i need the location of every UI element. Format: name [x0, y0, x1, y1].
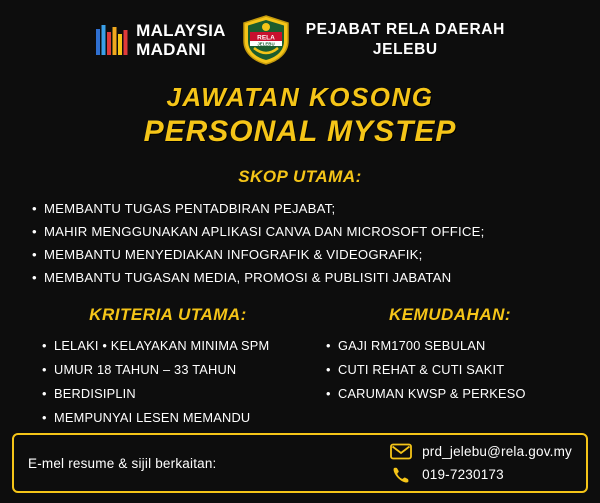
svg-text:JELEBU: JELEBU: [257, 41, 275, 47]
kemudahan-heading: KEMUDAHAN:: [388, 305, 512, 324]
list-item: • CARUMAN KWSP & PERKESO: [326, 382, 588, 406]
poster-header: [0, 0, 600, 72]
list-item: • UMUR 18 TAHUN – 33 TAHUN: [42, 358, 306, 382]
malaysia-madani-logo: [95, 22, 226, 58]
email-address: prd_jelebu@rela.gov.my: [422, 444, 572, 459]
list-item: • CUTI REHAT & CUTI SAKIT: [326, 358, 588, 382]
madani-line-1: MALAYSIA: [136, 21, 226, 40]
department-title: [306, 20, 505, 60]
kriteria-utama-list: [30, 334, 306, 430]
poster-title-line-2: PERSONAL MYSTEP: [143, 115, 457, 148]
skop-utama-list: [0, 197, 600, 289]
kemudahan-list: [312, 334, 588, 406]
skop-utama-heading: SKOP UTAMA:: [238, 167, 362, 186]
list-item: • MEMBANTU TUGAS PENTADBIRAN PEJABAT;: [32, 197, 600, 220]
kriteria-utama-section: [12, 305, 306, 430]
envelope-icon: [390, 443, 412, 460]
criteria-benefits-columns: [0, 305, 600, 430]
phone-number: 019-7230173: [422, 467, 504, 482]
malaysia-madani-wordmark: [136, 22, 226, 58]
malaysia-madani-logo-icon: [95, 22, 129, 58]
list-item: • MEMBANTU MENYEDIAKAN INFOGRAFIK & VIDEOGRAFIK;: [32, 243, 600, 266]
contact-list: [390, 443, 572, 483]
phone-contact-row[interactable]: [390, 466, 572, 483]
poster-title-line-1: JAWATAN KOSONG: [166, 82, 434, 112]
phone-icon: [390, 466, 412, 483]
rela-crest-icon: [240, 14, 292, 66]
contact-footer-label: E-mel resume & sijil berkaitan:: [28, 455, 217, 471]
list-item: • LELAKI • KELAYAKAN MINIMA SPM: [42, 334, 306, 358]
madani-line-2: MADANI: [136, 40, 206, 59]
list-item: • MEMBANTU TUGASAN MEDIA, PROMOSI & PUBLISITI JABATAN: [32, 266, 600, 289]
list-item: • BERDISIPLIN: [42, 382, 306, 406]
poster-title: [0, 82, 600, 149]
email-contact-row[interactable]: [390, 443, 572, 460]
department-title-line-2: JELEBU: [372, 41, 438, 58]
list-item: • MEMPUNYAI LESEN MEMANDU: [42, 406, 306, 430]
skop-utama-section: [0, 167, 600, 289]
contact-footer: [12, 433, 588, 493]
list-item: • MAHIR MENGGUNAKAN APLIKASI CANVA DAN MICROSOFT OFFICE;: [32, 220, 600, 243]
department-title-line-1: PEJABAT RELA DAERAH: [305, 21, 505, 38]
kriteria-utama-heading: KRITERIA UTAMA:: [89, 305, 247, 324]
list-item: • GAJI RM1700 SEBULAN: [326, 334, 588, 358]
svg-text:RELA: RELA: [256, 34, 275, 42]
kemudahan-section: [306, 305, 588, 430]
